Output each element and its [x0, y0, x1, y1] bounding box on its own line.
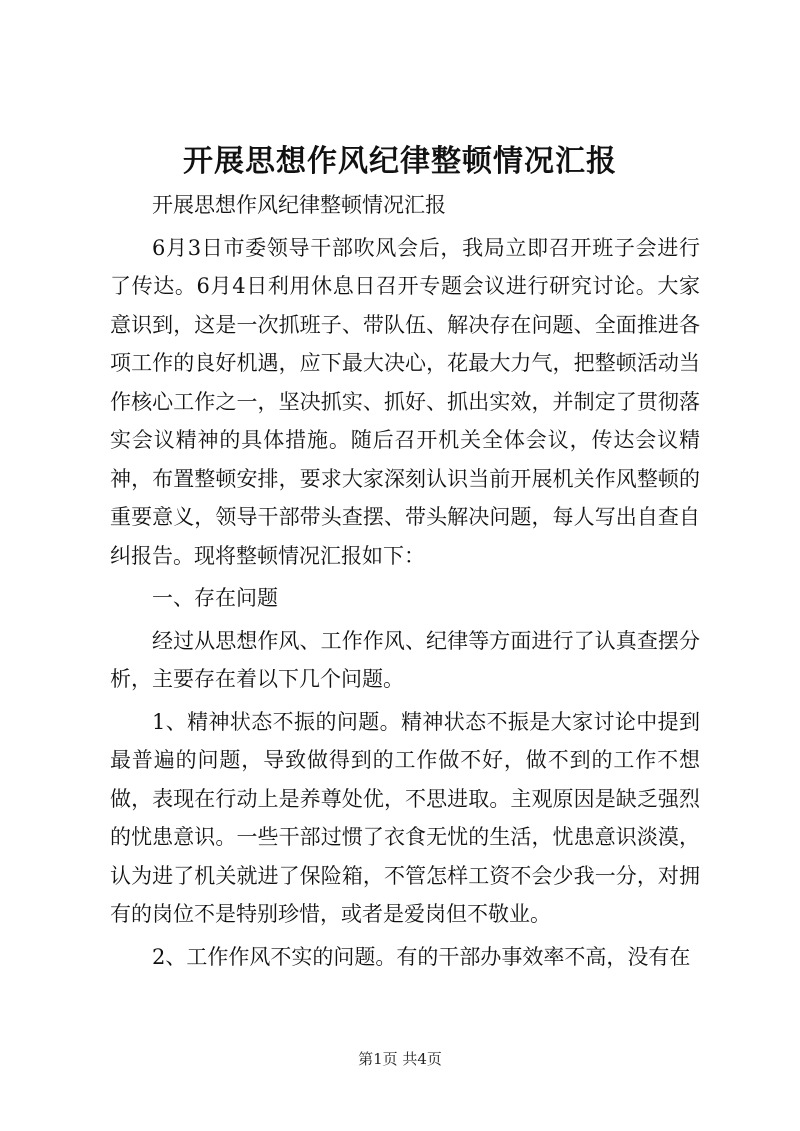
issue-2-paragraph: 2、工作作风不实的问题。有的干部办事效率不高，没有在 — [152, 944, 691, 969]
document-title: 开展思想作风纪律整顿情况汇报 — [183, 144, 617, 179]
subtitle-paragraph: 开展思想作风纪律整顿情况汇报 — [152, 193, 446, 217]
intro-paragraph: 6月3日市委领导干部吹风会后，我局立即召开班子会进行了传达。6月4日利用休息日召开专题会议进行研究讨论。大家意识到，这是一次抓班子、带队伍、解决存在问题、全面推进各项工作的良好机遇，应下最大决心，花最大力气，把整顿活动当作核心工作之一，坚决抓实、抓好、抓出实效，并制定了贯彻落实会议精神的具体措施。随后召开机关全体会议，传达会议精神，布置整顿安排，要求大家深刻认识当前开展机关作风整顿的重要意义，领导干部带头查摆、带头解决问题，每人写出自查自纠报告。现将整顿情况汇报如下： — [110, 235, 700, 568]
issue-1-paragraph: 1、精神状态不振的问题。精神状态不振是大家讨论中提到最普遍的问题，导致做得到的工作做不好，做不到的工作不想做，表现在行动上是养尊处优，不思进取。主观原因是缺乏强烈的忧患意识。一些干部过惯了衣食无忧的生活，忧患意识淡漠，认为进了机关就进了保险箱，不管怎样工资不会少我一分，对拥有的岗位不是特别珍惜，或者是爱岗但不敬业。 — [110, 709, 700, 926]
analysis-paragraph: 经过从思想作风、工作作风、纪律等方面进行了认真查摆分析，主要存在着以下几个问题。 — [110, 628, 700, 691]
section-heading: 一、存在问题 — [152, 586, 278, 610]
document-body — [110, 186, 700, 976]
page-number-footer: 第1页 共4页 — [358, 1050, 442, 1068]
